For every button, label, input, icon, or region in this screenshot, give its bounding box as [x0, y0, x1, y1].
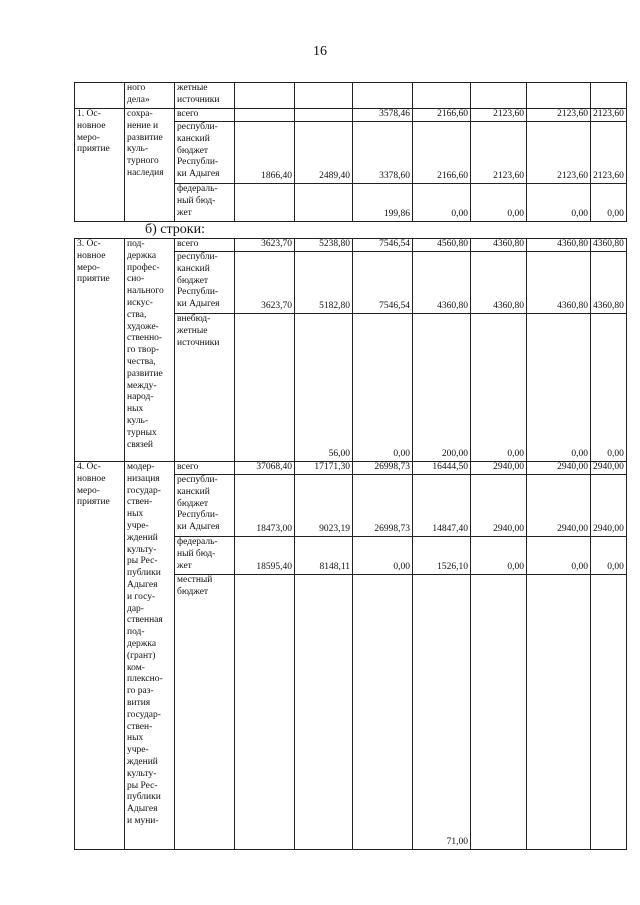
- cell-item-no: 1. Ос- новное меро- приятие: [75, 109, 125, 222]
- cell-value: 2489,40: [295, 122, 353, 184]
- cell-value: 5182,80: [295, 252, 353, 314]
- cell-item-name: ного дела»: [125, 83, 175, 109]
- cell-value: 200,00: [413, 314, 471, 462]
- cell-value: 0,00: [591, 537, 627, 575]
- cell-value: 1526,10: [413, 537, 471, 575]
- cell-source: всего: [175, 109, 235, 122]
- cell-value: 0,00: [527, 314, 591, 462]
- cell-item-no: [75, 83, 125, 109]
- cell-source: внебюд- жетные источники: [175, 314, 235, 462]
- cell-value: 17171,30: [295, 462, 353, 475]
- cell-value: 4360,80: [527, 239, 591, 252]
- cell-value: 37068,40: [235, 462, 295, 475]
- cell-value: 2940,00: [591, 462, 627, 475]
- cell-item-name: модер- низация государ- ствен- ных учре- ждений культу- ры Рес- публики Адыгея и госу- дар- ственная под- держка (грант) ком- плексно- го раз- вития государ- ствен- ных учре- ждений культу- ры Рес- публики Адыгея и муни-: [125, 462, 175, 850]
- table-row: [75, 239, 627, 252]
- cell-value: 4360,80: [471, 252, 527, 314]
- cell-value: 26998,73: [353, 475, 413, 537]
- table-row: [75, 109, 627, 122]
- cell-value: 2123,60: [471, 122, 527, 184]
- cell-value: 2940,00: [591, 475, 627, 537]
- table-row: [75, 462, 627, 475]
- cell-source: республи- канский бюджет Республи- ки Адыгея: [175, 122, 235, 184]
- cell-value: 4360,80: [413, 252, 471, 314]
- cell-value: [235, 184, 295, 222]
- cell-value: 0,00: [353, 314, 413, 462]
- cell-value: 4360,80: [527, 252, 591, 314]
- budget-table-bottom: [74, 238, 627, 850]
- cell-value: 3623,70: [235, 239, 295, 252]
- cell-value: 2123,60: [591, 109, 627, 122]
- cell-value: 26998,73: [353, 462, 413, 475]
- cell-value: [235, 109, 295, 122]
- cell-value: 0,00: [471, 314, 527, 462]
- cell-value: 4360,80: [471, 239, 527, 252]
- cell-item-no: 3. Ос- новное меро- приятие: [75, 239, 125, 462]
- cell-value: 0,00: [471, 184, 527, 222]
- page-number: 16: [313, 44, 327, 59]
- cell-value: 2123,60: [591, 122, 627, 184]
- cell-value: 2940,00: [471, 475, 527, 537]
- cell-value: 14847,40: [413, 475, 471, 537]
- cell-value: [353, 575, 413, 850]
- cell-value: 0,00: [353, 537, 413, 575]
- cell-value: [295, 109, 353, 122]
- cell-value: 2123,60: [471, 109, 527, 122]
- cell-value: 56,00: [295, 314, 353, 462]
- cell-value: 3623,70: [235, 252, 295, 314]
- cell-value: 2940,00: [527, 462, 591, 475]
- cell-value: 7546,54: [353, 239, 413, 252]
- section-heading: б) строки:: [145, 222, 205, 237]
- cell-source: всего: [175, 462, 235, 475]
- cell-source: республи- канский бюджет Республи- ки Адыгея: [175, 252, 235, 314]
- cell-value: 0,00: [591, 314, 627, 462]
- cell-value: 71,00: [413, 575, 471, 850]
- cell-value: 3378,60: [353, 122, 413, 184]
- cell-item-no: 4. Ос- новное меро- приятие: [75, 462, 125, 850]
- cell-value: 199,86: [353, 184, 413, 222]
- cell-value: [471, 575, 527, 850]
- cell-value: 0,00: [527, 184, 591, 222]
- cell-value: [295, 184, 353, 222]
- cell-value: [591, 575, 627, 850]
- cell-source: республи- канский бюджет Республи- ки Адыгея: [175, 475, 235, 537]
- cell-value: 5238,80: [295, 239, 353, 252]
- cell-value: 18595,40: [235, 537, 295, 575]
- table-row: [75, 83, 627, 109]
- cell-value: [295, 575, 353, 850]
- cell-item-name: под- держка профес- сио- нального искус- ства, художе- ственно- го твор- чества, развитие между- народ- ных куль- турных связей: [125, 239, 175, 462]
- cell-value: 7546,54: [353, 252, 413, 314]
- cell-value: 2940,00: [471, 462, 527, 475]
- cell-value: 2166,60: [413, 122, 471, 184]
- cell-value: 4560,80: [413, 239, 471, 252]
- cell-value: 3578,46: [353, 109, 413, 122]
- cell-value: [235, 314, 295, 462]
- cell-item-name: сохра- нение и развитие куль- турного наследия: [125, 109, 175, 222]
- cell-source: жетные источники: [175, 83, 235, 109]
- cell-value: 0,00: [471, 537, 527, 575]
- cell-value: 0,00: [413, 184, 471, 222]
- cell-value: 0,00: [527, 537, 591, 575]
- cell-value: 18473,00: [235, 475, 295, 537]
- cell-value: 4360,80: [591, 239, 627, 252]
- cell-value: 2166,60: [413, 109, 471, 122]
- cell-source: федераль- ный бюд- жет: [175, 537, 235, 575]
- cell-value: 0,00: [591, 184, 627, 222]
- budget-table-top: [74, 82, 627, 222]
- cell-value: 8148,11: [295, 537, 353, 575]
- cell-value: 2123,60: [527, 109, 591, 122]
- cell-source: всего: [175, 239, 235, 252]
- cell-value: 4360,80: [591, 252, 627, 314]
- cell-value: 2123,60: [527, 122, 591, 184]
- cell-value: 9023,19: [295, 475, 353, 537]
- cell-source: федераль- ный бюд- жет: [175, 184, 235, 222]
- cell-value: [235, 575, 295, 850]
- cell-value: 1866,40: [235, 122, 295, 184]
- cell-source: местный бюджет: [175, 575, 235, 850]
- cell-value: [527, 575, 591, 850]
- cell-value: 16444,50: [413, 462, 471, 475]
- cell-value: 2940,00: [527, 475, 591, 537]
